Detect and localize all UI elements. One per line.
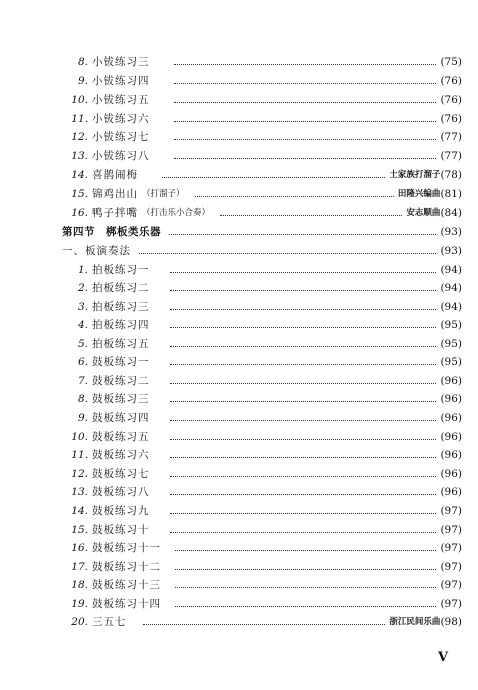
entry-number: 6. bbox=[77, 356, 88, 368]
entry-page: (96) bbox=[440, 375, 462, 387]
toc-entry bbox=[0, 110, 478, 128]
toc-entry bbox=[0, 316, 478, 334]
dot-leader bbox=[170, 531, 437, 533]
entry-note: （打击乐小合奏） bbox=[142, 208, 211, 218]
dot-leader bbox=[170, 456, 437, 458]
subsection-title: 一、板演奏法 bbox=[62, 245, 131, 257]
entry-page: (96) bbox=[440, 431, 462, 443]
entry-title: 拍板练习二 bbox=[92, 282, 150, 294]
entry-page: (94) bbox=[440, 264, 462, 276]
dot-leader bbox=[170, 363, 437, 365]
entry-number: 11. bbox=[71, 449, 88, 461]
dot-leader bbox=[169, 233, 436, 235]
entry-title: 小钹练习六 bbox=[92, 113, 150, 125]
entry-title: 小钹练习五 bbox=[92, 94, 150, 106]
entry-number: 15. bbox=[71, 524, 88, 536]
entry-page: (97) bbox=[440, 579, 462, 591]
dot-leader bbox=[170, 419, 437, 421]
entry-number: 14. bbox=[71, 505, 88, 517]
dot-leader bbox=[170, 438, 437, 440]
entry-page: (97) bbox=[440, 505, 462, 517]
entry-title: 喜鹊闹梅 bbox=[92, 169, 138, 181]
dot-leader bbox=[139, 252, 436, 254]
dot-leader bbox=[170, 326, 437, 328]
entry-title: 鼓板练习八 bbox=[92, 486, 150, 498]
entry-number: 13. bbox=[71, 486, 88, 498]
toc-entry bbox=[0, 409, 478, 427]
entry-title: 拍板练习四 bbox=[92, 319, 150, 331]
entry-number: 2. bbox=[77, 282, 88, 294]
entry-page: (75) bbox=[440, 56, 462, 68]
toc-entry bbox=[0, 261, 478, 279]
entry-number: 8. bbox=[77, 56, 88, 68]
toc-entry bbox=[0, 483, 478, 501]
entry-title: 鼓板练习五 bbox=[92, 431, 150, 443]
page-number: V bbox=[438, 650, 449, 665]
entry-page: (97) bbox=[440, 561, 462, 573]
entry-number: 9. bbox=[77, 75, 88, 87]
entry-page: (77) bbox=[440, 150, 462, 162]
entry-title: 小钹练习七 bbox=[92, 131, 150, 143]
toc-entry bbox=[0, 372, 478, 390]
entry-number: 11. bbox=[71, 113, 88, 125]
toc-entry bbox=[0, 298, 478, 316]
entry-title: 拍板练习三 bbox=[92, 301, 150, 313]
toc-entry bbox=[0, 185, 478, 203]
entry-title: 鼓板练习十一 bbox=[92, 542, 161, 554]
entry-title: 鼓板练习三 bbox=[92, 393, 150, 405]
entry-title: 小钹练习四 bbox=[92, 75, 150, 87]
subsection-heading bbox=[0, 242, 478, 260]
entry-page: (77) bbox=[440, 131, 462, 143]
entry-credit: 田隆兴编曲 bbox=[397, 189, 441, 199]
entry-page: (76) bbox=[440, 113, 462, 125]
entry-title: 鼓板练习一 bbox=[92, 356, 150, 368]
toc-entry bbox=[0, 428, 478, 446]
toc-entry bbox=[0, 353, 478, 371]
toc-entry bbox=[0, 502, 478, 520]
dot-leader bbox=[170, 475, 437, 477]
entry-title: 鸭子拌嘴 bbox=[92, 207, 138, 219]
entry-page: (97) bbox=[440, 524, 462, 536]
section-title: 第四节 梆板类乐器 bbox=[62, 226, 161, 238]
dot-leader bbox=[174, 82, 437, 84]
entry-note: （打溜子） bbox=[142, 189, 185, 199]
entry-page: (76) bbox=[440, 75, 462, 87]
entry-number: 7. bbox=[77, 375, 88, 387]
toc-entry bbox=[0, 166, 478, 184]
entry-number: 8. bbox=[77, 393, 88, 405]
entry-page: (81) bbox=[440, 188, 462, 200]
dot-leader bbox=[174, 101, 437, 103]
toc-entry bbox=[0, 446, 478, 464]
dot-leader bbox=[170, 345, 437, 347]
entry-page: (96) bbox=[440, 412, 462, 424]
entry-page: (94) bbox=[440, 282, 462, 294]
entry-number: 15. bbox=[71, 188, 88, 200]
entry-credit: 浙江民间乐曲 bbox=[389, 617, 441, 627]
dot-leader bbox=[174, 157, 437, 159]
dot-leader bbox=[175, 586, 436, 588]
dot-leader bbox=[170, 512, 437, 514]
dot-leader bbox=[195, 195, 394, 197]
dot-leader bbox=[174, 120, 437, 122]
toc-entry bbox=[0, 91, 478, 109]
section-heading bbox=[0, 223, 478, 241]
dot-leader bbox=[175, 605, 436, 607]
entry-title: 鼓板练习十 bbox=[92, 524, 150, 536]
entry-number: 18. bbox=[71, 579, 88, 591]
entry-title: 锦鸡出山 bbox=[92, 188, 138, 200]
toc-entry bbox=[0, 595, 478, 613]
entry-number: 20. bbox=[71, 616, 88, 628]
entry-title: 鼓板练习十二 bbox=[92, 561, 161, 573]
entry-page: (76) bbox=[440, 94, 462, 106]
entry-title: 小钹练习三 bbox=[92, 56, 150, 68]
entry-number: 19. bbox=[71, 598, 88, 610]
entry-title: 鼓板练习四 bbox=[92, 412, 150, 424]
dot-leader bbox=[170, 493, 437, 495]
entry-number: 9. bbox=[77, 412, 88, 424]
entry-number: 3. bbox=[77, 301, 88, 313]
entry-credit: 土家族打溜子 bbox=[389, 170, 441, 180]
entry-title: 鼓板练习六 bbox=[92, 449, 150, 461]
section-page: (93) bbox=[440, 226, 462, 238]
entry-page: (94) bbox=[440, 301, 462, 313]
entry-number: 14. bbox=[71, 169, 88, 181]
dot-leader bbox=[175, 549, 436, 551]
entry-number: 13. bbox=[71, 150, 88, 162]
toc-entry bbox=[0, 613, 478, 631]
toc-entry bbox=[0, 465, 478, 483]
entry-credit: 安志顺曲 bbox=[406, 208, 441, 218]
entry-number: 16. bbox=[71, 542, 88, 554]
entry-page: (95) bbox=[440, 319, 462, 331]
subsection-page: (93) bbox=[440, 245, 462, 257]
toc-entry bbox=[0, 53, 478, 71]
entry-number: 12. bbox=[71, 131, 88, 143]
dot-leader bbox=[175, 568, 436, 570]
entry-title: 拍板练习五 bbox=[92, 338, 150, 350]
entry-number: 1. bbox=[77, 264, 88, 276]
entry-page: (97) bbox=[440, 542, 462, 554]
entry-page: (97) bbox=[440, 598, 462, 610]
toc-entry bbox=[0, 204, 478, 222]
entry-page: (96) bbox=[440, 393, 462, 405]
toc-entry bbox=[0, 147, 478, 165]
entry-number: 10. bbox=[71, 94, 88, 106]
entry-page: (95) bbox=[440, 356, 462, 368]
entry-title: 小钹练习八 bbox=[92, 150, 150, 162]
toc-entry bbox=[0, 335, 478, 353]
entry-number: 4. bbox=[77, 319, 88, 331]
dot-leader bbox=[170, 271, 437, 273]
entry-number: 16. bbox=[71, 207, 88, 219]
toc-entry bbox=[0, 558, 478, 576]
dot-leader bbox=[162, 176, 385, 178]
dot-leader bbox=[220, 214, 402, 216]
dot-leader bbox=[170, 289, 437, 291]
entry-number: 17. bbox=[71, 561, 88, 573]
entry-title: 鼓板练习二 bbox=[92, 375, 150, 387]
dot-leader bbox=[174, 138, 437, 140]
dot-leader bbox=[170, 382, 437, 384]
entry-number: 5. bbox=[77, 338, 88, 350]
toc-entry bbox=[0, 279, 478, 297]
entry-page: (84) bbox=[440, 207, 462, 219]
entry-number: 12. bbox=[71, 468, 88, 480]
toc-entry bbox=[0, 576, 478, 594]
entry-page: (95) bbox=[440, 338, 462, 350]
toc-entry bbox=[0, 128, 478, 146]
entry-page: (98) bbox=[440, 616, 462, 628]
toc-entry bbox=[0, 539, 478, 557]
dot-leader bbox=[174, 63, 437, 65]
entry-title: 鼓板练习七 bbox=[92, 468, 150, 480]
entry-page: (96) bbox=[440, 486, 462, 498]
toc-entry bbox=[0, 521, 478, 539]
dot-leader bbox=[170, 308, 437, 310]
entry-number: 10. bbox=[71, 431, 88, 443]
dot-leader bbox=[170, 400, 437, 402]
toc-entry bbox=[0, 390, 478, 408]
entry-title: 三五七 bbox=[92, 616, 127, 628]
entry-title: 鼓板练习十三 bbox=[92, 579, 161, 591]
entry-title: 鼓板练习九 bbox=[92, 505, 150, 517]
dot-leader bbox=[143, 623, 386, 625]
entry-title: 鼓板练习十四 bbox=[92, 598, 161, 610]
toc-entry bbox=[0, 72, 478, 90]
entry-title: 拍板练习一 bbox=[92, 264, 150, 276]
entry-page: (96) bbox=[440, 468, 462, 480]
entry-page: (78) bbox=[440, 169, 462, 181]
entry-page: (96) bbox=[440, 449, 462, 461]
